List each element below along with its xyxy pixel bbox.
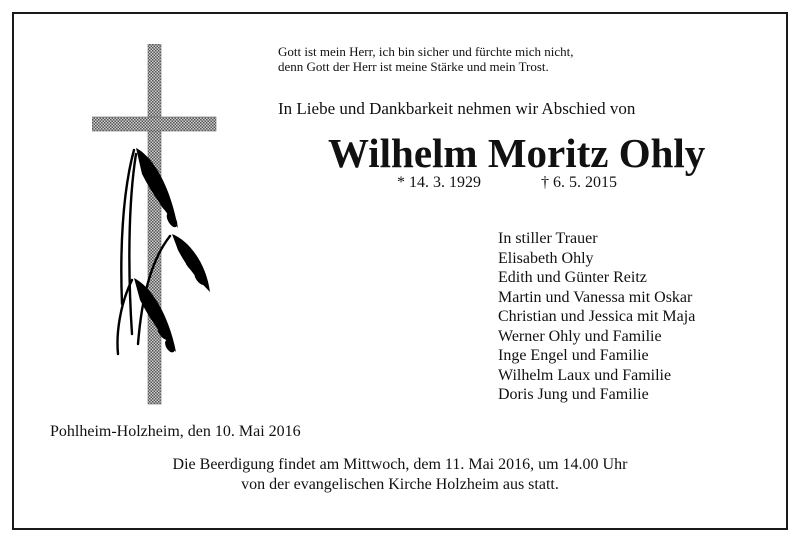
mourner-line: Werner Ohly und Familie (498, 327, 662, 345)
mourner-line: Elisabeth Ohly (498, 249, 594, 267)
farewell-intro: In Liebe und Dankbarkeit nehmen wir Abschied von (278, 99, 636, 118)
death-date: † 6. 5. 2015 (541, 174, 617, 191)
mourner-line: Doris Jung und Familie (498, 386, 649, 403)
mourner-line: Wilhelm Laux und Familie (498, 366, 672, 384)
bible-verse (278, 44, 574, 74)
funeral-line-1: Die Beerdigung findet am Mittwoch, dem 11. Mai 2016, um 14.00 Uhr (172, 456, 628, 473)
cross-with-wheat-icon (92, 44, 222, 406)
deceased-name: Wilhelm Moritz Ohly (328, 130, 706, 176)
place-and-date: Pohlheim-Holzheim, den 10. Mai 2016 (50, 423, 301, 440)
mourner-line: Martin und Vanessa mit Oskar (498, 288, 693, 306)
mourner-line: Christian und Jessica mit Maja (498, 308, 696, 325)
mourner-line: Edith und Günter Reitz (498, 269, 647, 286)
birth-date: * 14. 3. 1929 (397, 174, 481, 191)
mourner-line: In stiller Trauer (498, 230, 598, 247)
funeral-notice (0, 455, 800, 495)
verse-line-2: denn Gott der Herr ist meine Stärke und mein Trost. (278, 59, 549, 74)
mourner-line: Inge Engel und Familie (498, 347, 649, 364)
funeral-line-2: von der evangelischen Kirche Holzheim aus statt. (241, 476, 559, 493)
mourners-list (498, 229, 695, 405)
verse-line-1: Gott ist mein Herr, ich bin sicher und fürchte mich nicht, (278, 44, 574, 59)
